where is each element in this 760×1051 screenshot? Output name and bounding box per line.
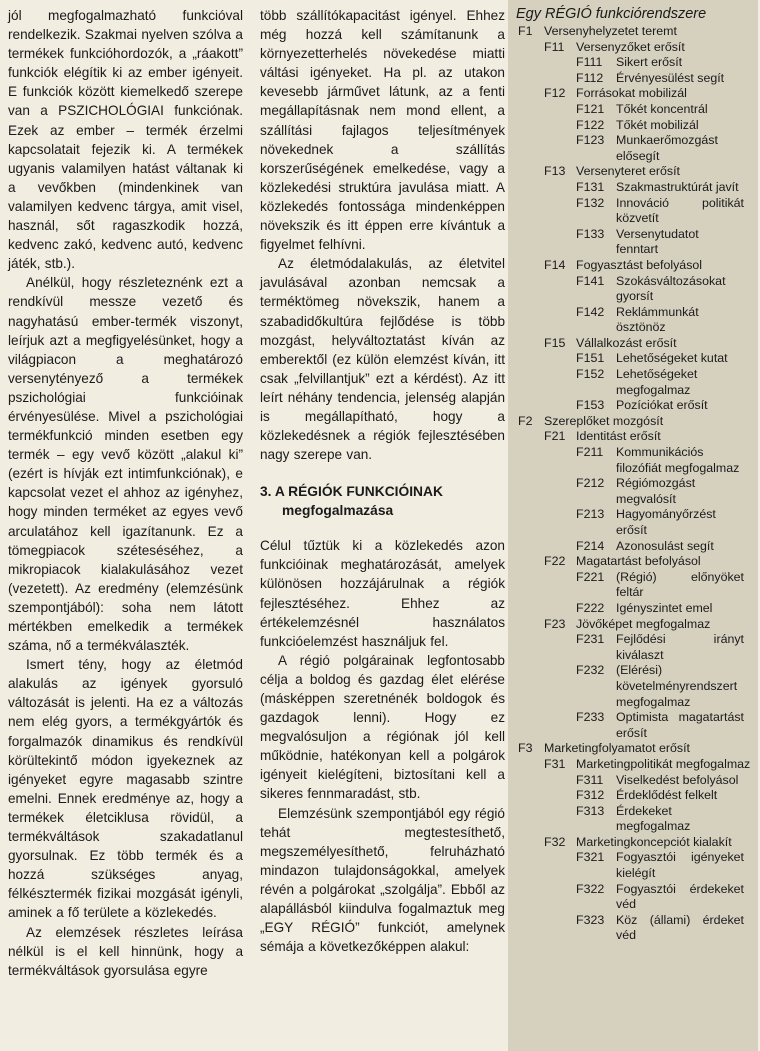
function-item (518, 741, 758, 757)
section-heading: 3. A RÉGIÓK FUNKCIÓINAK megfogalmazása (260, 484, 443, 519)
function-label: Szereplőket mozgósít (544, 413, 664, 428)
function-code: F312 (576, 788, 605, 803)
function-item (576, 539, 744, 555)
paragraph: Az életmódalakulás, az életvitel javulásával azonban nemcsak a terméktömeg növekszik, hanem a szabadidőkultúra fejlődése is több mozgást, helyváltoztatást kíván az emberektől (ez külön elemzést kíván, itt csak „felvillantjuk” ezt a kérdést). Az itt leírt néhány tendencia, jelenség alapján is megállapítható, hogy a közlekedésnek a régiók fejlesztésében nagy szerepe van. (260, 256, 505, 463)
function-item (576, 913, 744, 944)
function-code: F23 (544, 616, 566, 631)
function-item (576, 788, 744, 804)
function-item (544, 40, 758, 56)
function-item (576, 601, 744, 617)
function-item (576, 118, 744, 134)
function-label: Viselkedést befolyásol (616, 772, 739, 787)
function-item (576, 882, 744, 913)
function-code: F311 (576, 772, 604, 787)
function-item (576, 773, 744, 789)
paragraph: Anélkül, hogy részleteznénk ezt a rendkívül messze vezető és nagyhatású ember-termék viszonyt, leírjuk azt a megfigyelésünket, hogy a világpiacon a meghatározó versenytényező a termékek pszichológiai funkcióinak érvényesülése. Mivel a pszichológiai termékfunkció minden esetben egy termék – egy vevő között „alakul ki” (ezért is hívják ezt intimfunkciónak), e kapcsolat vezet el ahhoz az igényhez, hogy minden terméket az egyes vevő arculatához kell igazítanunk. Ez a tömegpiacok széteséséhez, a mikropiacok kialakulásához vezet (vezetett). Az eredmény (elemzésünk szempontjából): soha nem látott mértékben emelkedik a termékek száma, nő a termékválaszték. (8, 275, 243, 654)
function-label: Lehetőségeket kutat (616, 351, 728, 366)
function-label: Forrásokat mobilizál (576, 86, 687, 101)
function-code: F142 (576, 304, 605, 319)
function-code: F221 (576, 569, 605, 584)
function-item (576, 227, 744, 258)
paragraph: A régió polgárainak legfontosabb célja a boldog és gazdag élet elérése (másképpen szeretnénék boldogok és gazdagok lenni). Hogy ez megvalósuljon a régiónak jól kell működnie, hatékonyan kell a polgárok igényeit kielégíteni, biztosítani kell a sikeres fennmaradást, stb. (260, 652, 505, 802)
function-item (576, 351, 744, 367)
function-item (576, 305, 744, 336)
function-item (576, 476, 744, 507)
function-code: F15 (544, 335, 566, 350)
function-item (576, 507, 744, 538)
function-label: Reklámmunkát ösztönöz (616, 304, 699, 335)
function-code: F313 (576, 803, 605, 818)
function-label: Lehetőségeket megfogalmaz (616, 367, 698, 397)
function-label: Versenyzőket erősít (576, 39, 685, 54)
function-code: F13 (544, 164, 566, 179)
function-item (576, 710, 744, 741)
paragraph: Ismert tény, hogy az életmód alakulás az igények gyorsuló változását is jelenti. Ha ez a változás nem elég gyors, a termékgyártók és forgalmazók dinamikus és rendkívül körültekintő módon igyekeznek az igényeket egyre magasabb szintre emelni. Ennek eredménye az, hogy a termékek életciklusa rövidül, a termékváltások szakadatlanul gyorsulnak. Ez több termék és a hozzá szükséges anyag, félkésztermék fizikai mozgását igényli, aminek a fő területe a közlekedés. (8, 657, 243, 921)
function-code: F132 (576, 195, 605, 210)
function-label: Érdeklődést felkelt (616, 788, 718, 803)
function-item (544, 835, 758, 851)
function-item (576, 367, 744, 398)
function-code: F214 (576, 538, 605, 553)
function-label: Vállalkozást erősít (576, 335, 677, 350)
function-item (576, 445, 744, 476)
function-item (576, 804, 744, 835)
function-code: F233 (576, 710, 605, 725)
function-code: F133 (576, 226, 605, 241)
function-label: Régiómozgást megvalósít (616, 476, 696, 506)
function-item (544, 164, 758, 180)
function-item (544, 86, 758, 102)
function-item (576, 133, 744, 164)
function-label: Érdekeket megfogalmaz (616, 803, 691, 834)
function-code: F152 (576, 367, 605, 382)
function-label: Pozíciókat erősít (616, 398, 708, 413)
function-code: F2 (518, 413, 533, 428)
function-item (544, 336, 758, 352)
function-code: F323 (576, 912, 605, 927)
function-item (518, 414, 758, 430)
function-label: Magatartást befolyásol (576, 554, 701, 569)
function-item (544, 429, 758, 445)
function-code: F231 (576, 632, 605, 647)
function-code: F14 (544, 257, 566, 272)
function-label: (Régió) előnyöket feltár (616, 569, 744, 600)
function-label: Fogyasztást befolyásol (576, 257, 703, 272)
paragraph: több szállítókapacitást igényel. Ehhez még hozzá kell számítanunk a környezetterhelés növekedése miatti váltási igényeket. Ha pl. az utakon kevesebb járművet látunk, az a fenti megállapításnak nem mond ellent, a szállítási fajlagos teljesítmények növekednek a szállítás korszerűségének emelkedése, vagy a közlekedési struktúra javulása miatt. A közlekedés fontossága mindenképpen növekszik és itt éppen erre kívántuk a figyelmet felhívni. (260, 8, 505, 253)
function-label: (Elérési) követelményrendszert megfogalmaz (616, 663, 738, 709)
function-label: Innováció politikát közvetít (616, 195, 744, 226)
function-code: F1 (518, 24, 533, 38)
function-code: F222 (576, 600, 605, 615)
function-label: Igényszintet emel (616, 600, 713, 615)
function-label: Marketingpolitikát megfogalmaz (576, 756, 751, 771)
function-item (576, 55, 744, 71)
function-label: Hagyományőrzést erősít (616, 507, 716, 537)
function-item (544, 554, 758, 570)
function-code: F31 (544, 756, 566, 771)
paragraph: Célul tűztük ki a közlekedés azon funkcióinak meghatározását, amelyek különösen hozzájárulnak a régiók fejlesztéséhez. Ehhez az értékelemzésnél használatos funkcióelemzést használjuk fel. (260, 538, 505, 649)
function-code: F212 (576, 476, 605, 491)
paragraph: jól megfogalmazható funkcióval rendelkezik. Szakmai nyelven szólva a termékek funkcióhordozók, a „ráakott” funkciók elégítik ki az ember igényeit. E funkciók között kiemelkedő szerepe van a PSZICHOLÓGIAI funkciónak. Ezek az ember – termék érzelmi kapcsolatait fejezik ki. A termékek ugyanis valamilyen hatást váltanak ki a vevőkben (mindenkinek van valamilyen kedvenc tárgya, amit visel, használ, sőt ragaszkodik hozzá, kedvenc zakó, kedvenc autó, kedvenc játék, stb.). (8, 8, 243, 272)
function-item (576, 71, 744, 87)
function-label: Szokásváltozásokat gyorsít (616, 273, 726, 304)
function-code: F122 (576, 117, 605, 132)
function-item (576, 663, 744, 710)
panel-title: Egy RÉGIÓ funkciórendszere (516, 6, 707, 22)
function-label: Köz (állami) érdeket véd (616, 912, 744, 943)
function-code: F111 (576, 55, 603, 70)
function-label: Fejlődési irányt kiválaszt (616, 632, 744, 662)
function-label: Identitást erősít (576, 429, 661, 444)
function-item (544, 617, 758, 633)
function-code: F232 (576, 663, 605, 678)
function-code: F112 (576, 70, 604, 85)
function-item (576, 570, 744, 601)
function-label: Versenyhelyzetet teremt (544, 24, 677, 38)
function-label: Optimista magatartást erősít (616, 710, 744, 740)
function-label: Érvényesülést segít (616, 70, 725, 85)
function-item (576, 102, 744, 118)
function-code: F21 (544, 429, 566, 444)
function-label: Tőkét mobilizál (616, 117, 699, 132)
function-label: Sikert erősít (616, 55, 683, 70)
function-tree-panel (508, 0, 758, 1051)
function-code: F153 (576, 398, 605, 413)
function-label: Versenytudatot fenntart (616, 226, 699, 257)
function-code: F12 (544, 86, 566, 101)
function-code: F141 (576, 273, 605, 288)
function-code: F3 (518, 741, 533, 756)
function-code: F322 (576, 881, 605, 896)
function-label: Jövőképet megfogalmaz (576, 616, 711, 631)
function-label: Kommunikációs filozófiát megfogalmaz (616, 445, 740, 475)
text-column-middle (260, 6, 505, 956)
function-label: Marketingkoncepciót kialakít (576, 834, 732, 849)
function-item (576, 196, 744, 227)
function-item (576, 274, 744, 305)
function-item (576, 850, 744, 881)
function-item (576, 398, 744, 414)
function-code: F321 (576, 850, 605, 865)
function-item (518, 24, 758, 40)
function-label: Fogyasztói érdekeket véd (616, 881, 744, 912)
text-column-left (8, 6, 243, 980)
paragraph: Elemzésünk szempontjából egy régió tehát megtestesíthető, megszemélyesíthető, felruházható mindazon tulajdonságokkal, amelyek révén a polgárokat „szolgálja”. Ebből az alapállásból kiindulva fogalmaztuk meg „EGY RÉGIÓ” funkciót, amelynek sémája a következőképpen alakul: (260, 805, 505, 955)
function-code: F123 (576, 133, 605, 148)
paragraph: Az elemzések részletes leírása nélkül is el kell hinnünk, hogy a termékváltások gyorsulása egyre (8, 924, 243, 978)
function-label: Szakmastruktúrát javít (616, 179, 739, 194)
function-item (576, 632, 744, 663)
function-item (544, 757, 758, 773)
function-label: Marketingfolyamatot erősít (544, 741, 690, 756)
function-list (508, 24, 758, 944)
function-code: F121 (576, 101, 605, 116)
function-code: F32 (544, 834, 566, 849)
function-label: Versenyteret erősít (576, 164, 680, 179)
function-code: F11 (544, 39, 565, 54)
function-code: F22 (544, 554, 566, 569)
function-label: Munkaerőmozgást elősegít (616, 133, 718, 163)
function-code: F213 (576, 507, 605, 522)
function-label: Azonosulást segít (616, 538, 714, 553)
function-item (544, 258, 758, 274)
function-code: F151 (576, 351, 605, 366)
function-code: F211 (576, 445, 604, 460)
function-item (576, 180, 744, 196)
function-code: F131 (576, 179, 605, 194)
function-label: Tőkét koncentrál (616, 101, 708, 116)
function-label: Fogyasztói igényeket kielégít (616, 850, 744, 881)
